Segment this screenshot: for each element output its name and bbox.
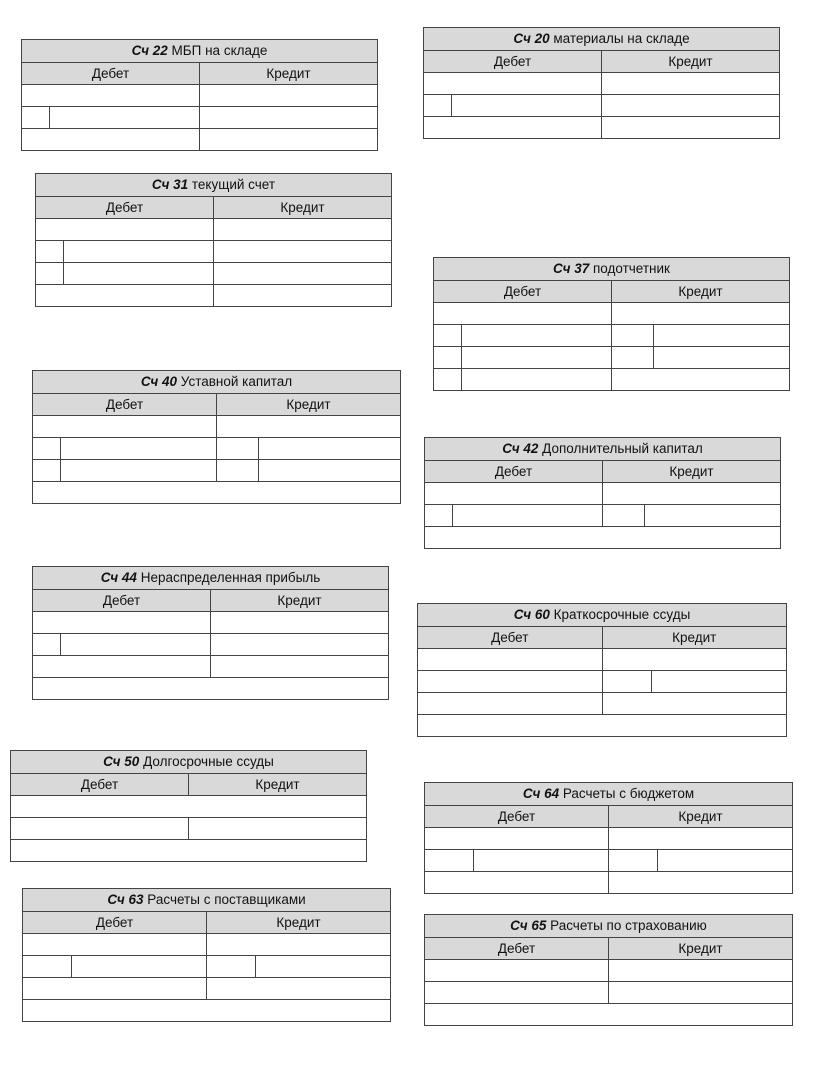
debit-header: Дебет [91,66,130,81]
ledger-row[interactable] [425,504,780,526]
credit-header: Кредит [188,774,366,795]
column-headers [22,62,377,84]
account-name: Расчеты с бюджетом [559,786,695,801]
account-number: Сч 22 [131,43,168,58]
account-64-table [424,782,793,894]
ledger-row[interactable] [434,324,789,346]
account-name: Расчеты по страхованию [546,918,707,933]
account-number: Сч 63 [107,892,144,907]
account-name: МБП на складе [167,43,268,58]
column-headers [36,196,391,218]
ledger-row[interactable] [36,240,391,262]
debit-header: Дебет [102,593,141,608]
credit-header: Кредит [216,394,400,415]
ledger-row[interactable] [424,94,779,116]
account-title [33,371,400,393]
account-name: Дополнительный капитал [538,441,703,456]
account-44-table [32,566,389,700]
account-number: Сч 31 [151,177,189,192]
ledger-row[interactable] [425,482,780,504]
column-headers [434,280,789,302]
credit-header: Кредит [608,806,792,827]
ledger-row[interactable] [418,670,786,692]
account-number: Сч 65 [510,918,547,933]
debit-header: Дебет [503,284,542,299]
account-number: Сч 44 [100,570,137,585]
account-name: материалы на складе [549,31,690,46]
ledger-row[interactable] [33,437,400,459]
account-60-table [417,603,787,737]
account-number: Сч 37 [553,261,590,276]
debit-header: Дебет [494,464,533,479]
account-title [11,751,366,773]
ledger-row[interactable] [418,692,786,714]
column-headers [425,937,792,959]
account-number: Сч 50 [103,754,140,769]
account-65-table [424,914,793,1026]
ledger-row[interactable] [434,346,789,368]
account-name: Нераспределенная прибыль [136,570,321,585]
credit-header: Кредит [611,281,789,302]
debit-header: Дебет [80,777,119,792]
account-31-table [35,173,392,307]
ledger-row[interactable] [36,262,391,284]
account-40-table [32,370,401,504]
account-63-table [22,888,391,1022]
ledger-row[interactable] [11,795,366,817]
ledger-row[interactable] [23,955,390,977]
ledger-row[interactable] [425,959,792,981]
account-title [22,40,377,62]
ledger-row[interactable] [36,284,391,306]
column-headers [33,393,400,415]
column-headers [425,805,792,827]
column-headers [23,911,390,933]
ledger-row[interactable] [418,714,786,736]
account-42-table [424,437,781,549]
ledger-row[interactable] [33,655,388,677]
ledger-row[interactable] [33,415,400,437]
account-name: Краткосрочные ссуды [549,607,691,622]
debit-header: Дебет [105,397,144,412]
debit-header: Дебет [95,915,134,930]
account-22-table [21,39,378,151]
account-title [425,915,792,937]
debit-header: Дебет [497,809,536,824]
ledger-row[interactable] [23,933,390,955]
ledger-row[interactable] [425,871,792,893]
ledger-row[interactable] [23,977,390,999]
debit-header: Дебет [497,941,536,956]
account-title [36,174,391,196]
credit-header: Кредит [210,590,388,611]
credit-header: Кредит [213,197,391,218]
ledger-row[interactable] [425,526,780,548]
account-37-table [433,257,790,391]
account-number: Сч 64 [522,786,560,801]
ledger-row[interactable] [22,128,377,150]
ledger-row[interactable] [434,302,789,324]
ledger-row[interactable] [22,84,377,106]
column-headers [424,50,779,72]
account-number: Сч 20 [513,31,550,46]
ledger-row[interactable] [22,106,377,128]
debit-header: Дебет [491,630,529,645]
ledger-row[interactable] [33,459,400,481]
credit-header: Кредит [206,912,390,933]
ledger-row[interactable] [11,817,366,839]
account-50-table [10,750,367,862]
credit-header: Кредит [602,627,787,648]
ledger-row[interactable] [33,633,388,655]
ledger-row[interactable] [33,677,388,699]
ledger-row[interactable] [11,839,366,861]
ledger-row[interactable] [434,368,789,390]
credit-header: Кредит [601,51,779,72]
account-20-table [423,27,780,139]
ledger-row[interactable] [33,611,388,633]
account-name: Долгосрочные ссуды [139,754,274,769]
account-name: подотчетник [589,261,670,276]
ledger-row[interactable] [425,827,792,849]
account-name: Уставной капитал [177,374,293,389]
account-number: Сч 40 [140,374,178,389]
account-title [425,438,780,460]
ledger-row[interactable] [424,116,779,138]
credit-header: Кредит [602,461,780,482]
account-name: Расчеты с поставщиками [143,892,306,907]
ledger-row[interactable] [424,72,779,94]
ledger-row[interactable] [418,648,786,670]
account-number: Сч 42 [502,441,539,456]
account-title [418,604,786,626]
account-title [23,889,390,911]
account-number: Сч 60 [513,607,550,622]
ledger-row[interactable] [33,481,400,503]
credit-header: Кредит [608,938,792,959]
ledger-row[interactable] [23,999,390,1021]
account-title [434,258,789,280]
column-headers [11,773,366,795]
credit-header: Кредит [199,63,377,84]
ledger-row[interactable] [36,218,391,240]
account-name: текущий счет [188,177,276,192]
debit-header: Дебет [105,200,144,215]
ledger-row[interactable] [425,981,792,1003]
column-headers [425,460,780,482]
column-headers [33,589,388,611]
debit-header: Дебет [493,54,532,69]
ledger-row[interactable] [425,849,792,871]
account-title [425,783,792,805]
ledger-row[interactable] [425,1003,792,1025]
column-headers [418,626,786,648]
account-title [33,567,388,589]
account-title [424,28,779,50]
